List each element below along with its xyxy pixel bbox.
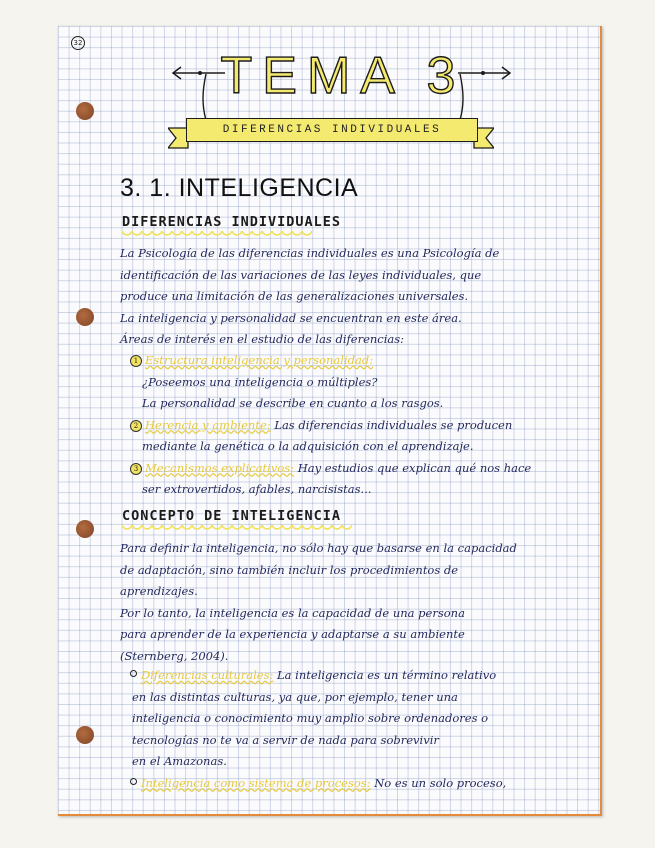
- bullet-dot-icon: [130, 670, 137, 677]
- text-line: [130, 776, 506, 790]
- punch-hole: [76, 308, 94, 326]
- area-text: ser extrovertidos, afables, narcisistas...: [142, 482, 372, 496]
- paragraph-line: (Sternberg, 2004).: [120, 648, 229, 663]
- section-heading: 3. 1. INTELIGENCIA: [120, 174, 359, 202]
- text-line: [142, 482, 372, 496]
- area-number: 1: [130, 355, 142, 367]
- text-line: [120, 627, 465, 641]
- punch-hole: [76, 520, 94, 538]
- area-text: mediante la genética o la adquisición con el aprendizaje.: [142, 439, 474, 453]
- subheading-concepto: CONCEPTO DE INTELIGENCIA: [122, 508, 342, 524]
- subheading-diferencias: DIFERENCIAS INDIVIDUALES: [122, 214, 342, 230]
- area-label: Mecanismos explicativos:: [145, 460, 295, 475]
- paragraph-line: La Psicología de las diferencias individuales es una Psicología de: [120, 246, 500, 260]
- area-number: 3: [130, 463, 142, 475]
- bullet-dot-icon: [130, 778, 137, 785]
- area-text: ¿Poseemos una inteligencia o múltiples?: [142, 374, 378, 389]
- paragraph-line: Para definir la inteligencia, no sólo hay que basarse en la capacidad: [120, 541, 517, 555]
- text-line: [120, 289, 468, 303]
- bullet-label: Diferencias culturales:: [141, 668, 274, 682]
- area-label: Estructura inteligencia y personalidad:: [145, 353, 374, 367]
- highlight-underline: [122, 231, 312, 237]
- paragraph-line: Áreas de interés en el estudio de las diferencias:: [120, 332, 405, 346]
- paragraph-line: La inteligencia y personalidad se encuentran en este área.: [120, 310, 462, 325]
- text-line: [130, 353, 373, 367]
- text-line: [132, 690, 458, 704]
- text-line: [120, 332, 404, 346]
- area-label: Herencia y ambiente:: [145, 417, 271, 432]
- paragraph-line: Por lo tanto, la inteligencia es la capacidad de una persona: [120, 605, 465, 620]
- text-line: [120, 541, 517, 555]
- text-line: [132, 733, 439, 747]
- paragraph-line: para aprender de la experiencia y adaptarse a su ambiente: [120, 627, 465, 641]
- bullet-text: inteligencia o conocimiento muy amplio sobre ordenadores o: [132, 711, 489, 725]
- area-text: Las diferencias individuales se producen: [274, 417, 513, 432]
- bullet-text: en las distintas culturas, ya que, por ejemplo, tener una: [132, 689, 458, 704]
- bullet-text: La inteligencia es un término relativo: [277, 668, 497, 682]
- area-text: Hay estudios que explican qué nos hace: [297, 460, 532, 475]
- bullet-label: Inteligencia como sistema de procesos:: [141, 775, 371, 790]
- text-line: [142, 375, 377, 389]
- text-line: [130, 668, 496, 682]
- text-line: [120, 246, 499, 260]
- text-line: [142, 396, 443, 410]
- bullet-text: en el Amazonas.: [132, 754, 227, 768]
- paragraph-line: produce una limitación de las generalizaciones universales.: [120, 289, 469, 303]
- text-line: [120, 584, 198, 598]
- page-title: TEMA 3: [220, 47, 466, 105]
- text-line: [120, 606, 465, 620]
- area-number: 2: [130, 420, 142, 432]
- punch-hole: [76, 102, 94, 120]
- bullet-text: tecnologías no te va a servir de nada para sobrevivir: [132, 732, 439, 747]
- paragraph-line: identificación de las variaciones de las leyes individuales, que: [120, 267, 482, 282]
- text-line: [120, 311, 462, 325]
- text-line: [130, 418, 512, 432]
- notebook-page: [58, 26, 602, 816]
- text-line: [132, 711, 488, 725]
- text-line: [130, 461, 531, 475]
- paragraph-line: de adaptación, sino también incluir los procedimientos de: [120, 562, 459, 577]
- highlight-underline: [122, 525, 352, 531]
- punch-hole: [76, 726, 94, 744]
- text-line: [142, 439, 474, 453]
- bullet-text: No es un solo proceso,: [374, 775, 507, 790]
- page-number: 32: [71, 36, 85, 50]
- text-line: [132, 754, 227, 768]
- subtitle-ribbon: DIFERENCIAS INDIVIDUALES: [186, 118, 478, 142]
- area-text: La personalidad se describe en cuanto a los rasgos.: [142, 396, 444, 410]
- text-line: [120, 268, 481, 282]
- text-line: [120, 563, 458, 577]
- paragraph-line: aprendizajes.: [120, 584, 198, 598]
- text-line: [120, 649, 228, 663]
